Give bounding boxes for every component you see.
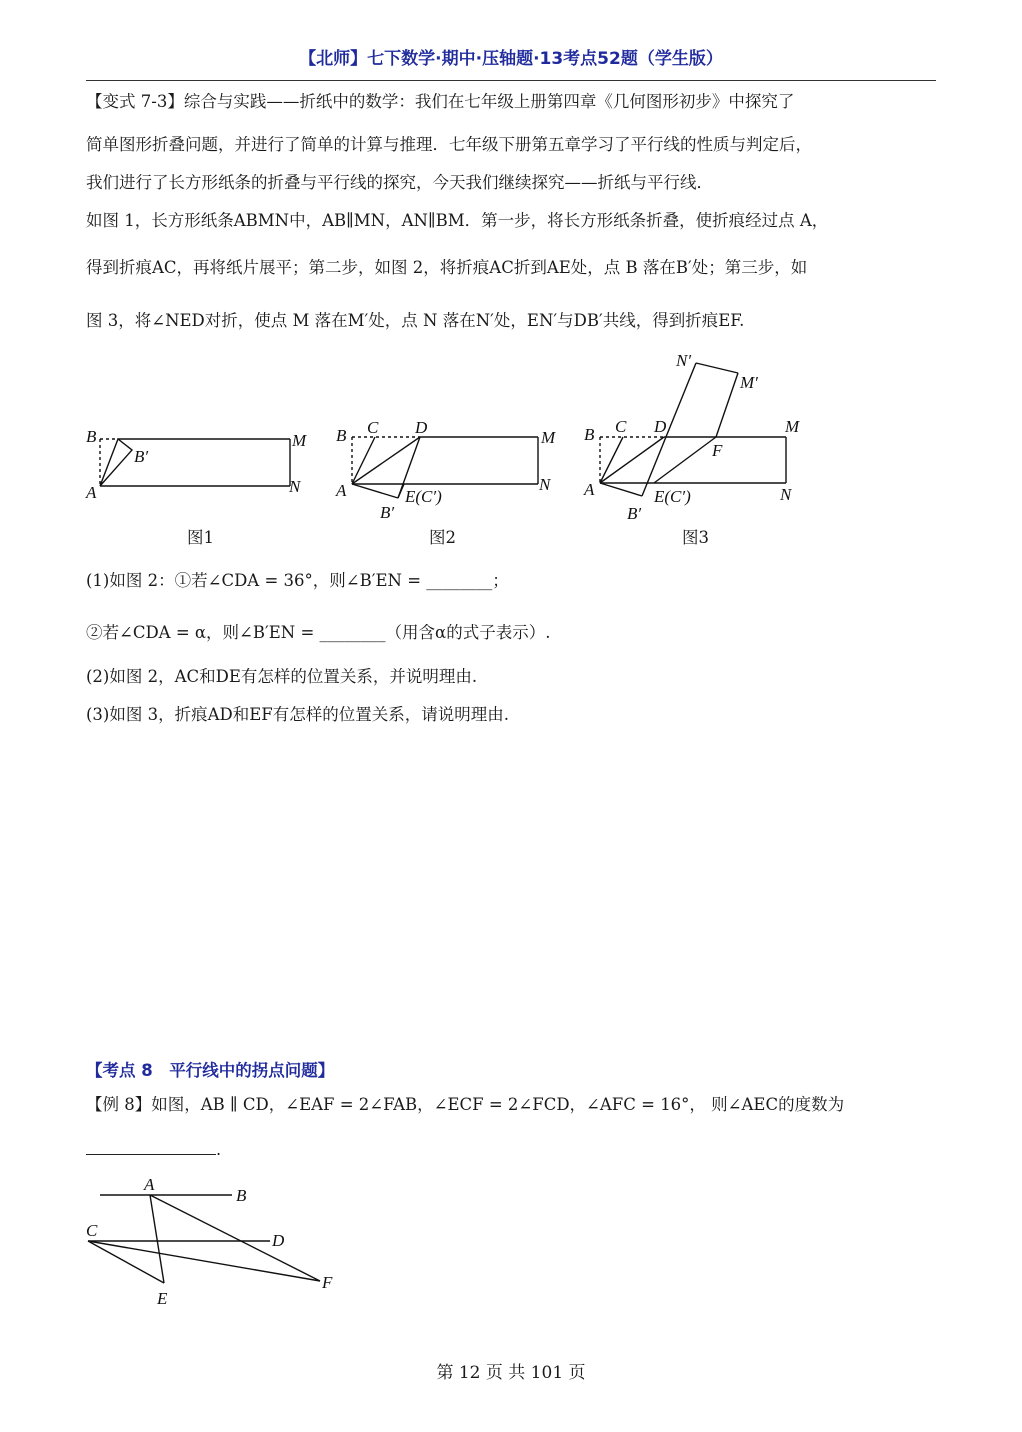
answer-blank (86, 1154, 216, 1155)
fig2-point-d: D (415, 418, 428, 437)
fig3-point-bp: B′ (627, 504, 642, 523)
fig3-segment-abp (600, 483, 642, 496)
fig3-point-c: C (615, 417, 627, 436)
ex8-segment-ae (150, 1195, 164, 1283)
question-3: (3)如图 3，折痕AD和EF有怎样的位置关系，请说明理由. (86, 705, 509, 724)
fig3-segment-npmp (696, 363, 738, 373)
problem-line-1: 【变式 7-3】综合与实践——折纸中的数学：我们在七年级上册第四章《几何图形初步》中探究了 (86, 92, 795, 111)
fig2-point-c: C (367, 418, 379, 437)
fig1-point-m: M (292, 431, 307, 450)
fig2-point-a: A (336, 481, 347, 500)
fig3-point-b: B (584, 425, 595, 444)
ex8-point-a: A (144, 1175, 155, 1194)
ex8-point-e: E (157, 1289, 168, 1308)
page-footer: 第 12 页 共 101 页 (436, 1363, 586, 1383)
figure-1-diagram (80, 420, 330, 510)
figure-1-label: 图1 (187, 528, 214, 547)
fig3-point-e: E(C′) (654, 487, 691, 506)
fig3-point-mp: M′ (740, 373, 758, 392)
fig2-segment-abp (352, 484, 398, 498)
fig1-point-b: B (86, 427, 97, 446)
problem-line-4: 如图 1，长方形纸条ABMN中，AB∥MN，AN∥BM．第一步，将长方形纸条折叠，使折痕经过点 A， (86, 211, 829, 230)
fig3-segment-mpf (716, 373, 738, 437)
example-8-diagram (80, 1170, 360, 1310)
ex8-segment-af (150, 1195, 320, 1281)
question-1-1: (1)如图 2：①若∠CDA = 36°，则∠B′EN = ________； (86, 571, 509, 590)
figure-2-label: 图2 (429, 528, 456, 547)
figure-3-diagram (578, 346, 818, 526)
problem-line-5: 得到折痕AC，再将纸片展平；第二步，如图 2，将折痕AC折到AE处，点 B 落在B′处；第三步，如 (86, 258, 808, 277)
question-1-2: ②若∠CDA = α，则∠B′EN = ________（用含α的式子表示）. (86, 623, 551, 642)
fig2-point-n: N (539, 475, 551, 494)
fig3-point-np: N′ (676, 351, 692, 370)
ex8-point-d: D (272, 1231, 285, 1250)
fig1-fold (100, 439, 132, 486)
problem-line-3: 我们进行了长方形纸条的折叠与平行线的探究，今天我们继续探究——折纸与平行线． (86, 173, 713, 192)
fig2-point-e: E(C′) (405, 487, 442, 506)
fig1-point-n: N (289, 477, 301, 496)
fig3-crease-ac (600, 437, 623, 483)
problem-line-6: 图 3，将∠NED对折，使点 M 落在M′处，点 N 落在N′处，EN′与DB′共线，得到折痕EF. (86, 311, 745, 330)
figure-2-diagram (330, 412, 570, 527)
fig2-point-bp: B′ (380, 503, 395, 522)
example-8-text: 【例 8】如图，AB ∥ CD，∠EAF = 2∠FAB，∠ECF = 2∠FCD，∠AFC = 16°， 则∠AEC的度数为 (86, 1095, 845, 1114)
fig3-point-f: F (712, 441, 723, 460)
fig3-line-bpn (642, 363, 696, 496)
page-header: 【北师】七下数学·期中·压轴题·13考点52题（学生版） (299, 49, 723, 69)
fig3-point-d: D (654, 417, 667, 436)
problem-line-2: 简单图形折叠问题，并进行了简单的计算与推理．七年级下册第五章学习了平行线的性质与判定后， (86, 135, 812, 154)
fig3-point-n: N (780, 485, 792, 504)
ex8-point-f: F (322, 1273, 333, 1292)
fig2-crease-ac (352, 437, 375, 484)
fig2-point-m: M (541, 428, 556, 447)
fig2-segment-ebp (398, 484, 404, 498)
fig3-crease-ad (600, 437, 664, 483)
fig2-point-b: B (336, 426, 347, 445)
section-title: 【考点 8 平行线中的拐点问题】 (86, 1061, 335, 1080)
ex8-point-b: B (236, 1186, 247, 1205)
ex8-point-c: C (86, 1221, 98, 1240)
fig3-point-a: A (584, 480, 595, 499)
fig3-point-m: M (785, 417, 800, 436)
fig1-point-bp: B′ (134, 447, 149, 466)
fig2-crease-ad (352, 437, 420, 484)
header-divider (86, 80, 936, 81)
figure-3-label: 图3 (682, 528, 709, 547)
question-2: (2)如图 2，AC和DE有怎样的位置关系，并说明理由. (86, 667, 478, 686)
answer-period: . (216, 1140, 222, 1159)
fig1-point-a: A (86, 483, 97, 502)
